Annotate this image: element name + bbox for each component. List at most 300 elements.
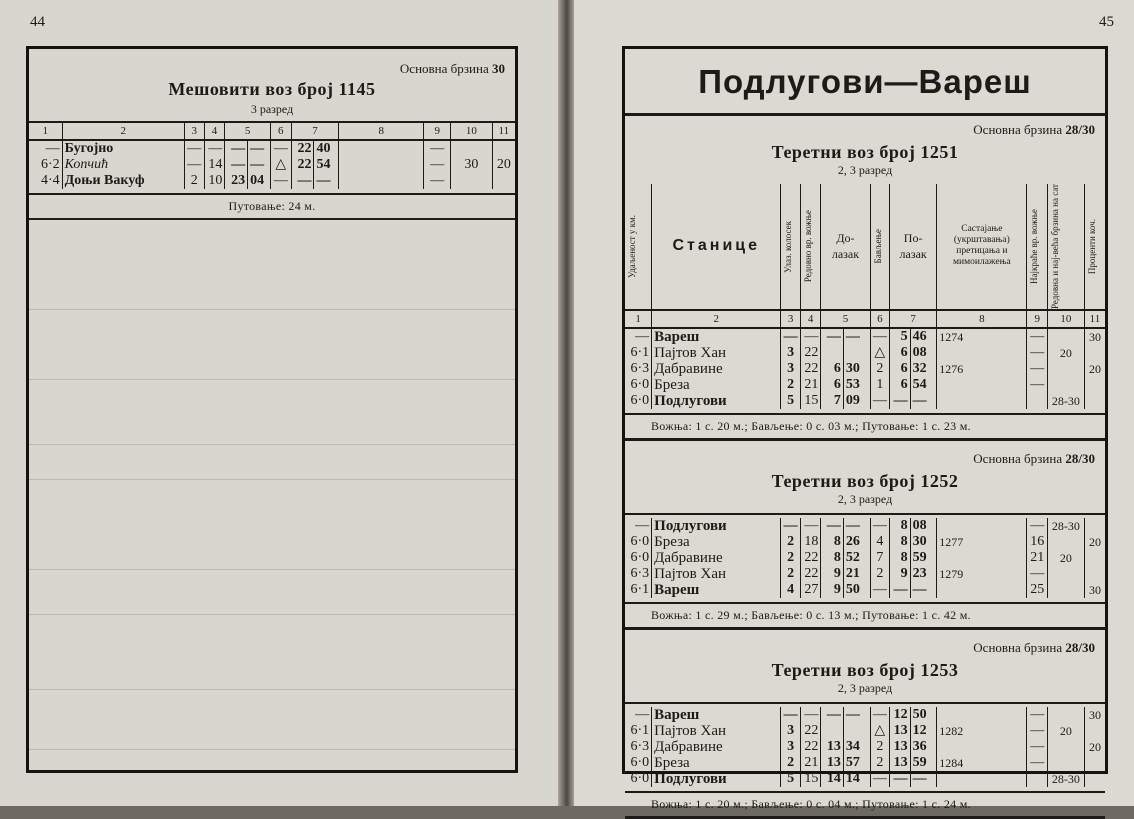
departure-minute: 54 — [314, 157, 339, 173]
header-station-label: Станице — [672, 237, 761, 255]
speed-cell: 30 — [451, 157, 492, 173]
fastest-cell: — — [1027, 739, 1048, 755]
station-name: Дабравине — [652, 739, 781, 755]
table-row — [625, 707, 1105, 723]
dwell-cell: △ — [870, 345, 889, 361]
train-title: Теретни воз број 1251 — [771, 142, 959, 162]
arrival-minute: — — [248, 157, 271, 173]
train-block — [625, 640, 1105, 819]
speed-label: Основна брзина — [399, 61, 489, 76]
column-number-row — [625, 310, 1105, 328]
speed-cell — [1047, 328, 1084, 345]
table-row — [29, 140, 515, 157]
route-title: Подлугови—Вареш — [698, 63, 1032, 100]
distance-cell: — — [635, 706, 650, 722]
fastest-cell: — — [1027, 755, 1048, 771]
track-cell: 5 — [781, 771, 800, 787]
speed-cell: 20 — [1047, 345, 1084, 361]
departure-hour: 22 — [291, 157, 314, 173]
track-cell: — — [184, 140, 204, 157]
dwell-cell: 1 — [870, 377, 889, 393]
fastest-cell: 21 — [1027, 550, 1048, 566]
column-number: 7 — [890, 310, 937, 328]
column-number: 5 — [821, 310, 870, 328]
column-number: 1 — [29, 122, 62, 140]
page-number: 45 — [1099, 14, 1114, 30]
arrival-minute: 04 — [248, 173, 271, 189]
dwell-cell: — — [870, 707, 889, 723]
column-number: 8 — [937, 310, 1027, 328]
distance-cell: 6·3 — [630, 738, 650, 754]
arrival-hour — [821, 723, 844, 739]
fastest-cell: 16 — [1027, 534, 1048, 550]
run-time-cell: 22 — [800, 566, 821, 582]
right-timetable-frame — [622, 46, 1108, 811]
speed-cell: 20 — [1047, 550, 1084, 566]
column-number: 9 — [424, 122, 451, 140]
arrival-minute: 26 — [843, 534, 870, 550]
column-number: 6 — [270, 122, 291, 140]
meetings-cell — [937, 550, 1027, 566]
speed-cell — [1047, 361, 1084, 377]
distance-cell: 6·0 — [630, 549, 650, 565]
column-number: 4 — [204, 122, 225, 140]
header-dwell-label: Бављење — [872, 229, 883, 264]
station-name: Доњи Вакуф — [62, 173, 184, 189]
header-fastest — [1027, 184, 1048, 310]
table-row — [29, 157, 515, 173]
distance-cell: — — [635, 517, 650, 533]
departure-minute: 59 — [910, 755, 937, 771]
speed-cell — [451, 140, 492, 157]
arrival-minute: 34 — [843, 739, 870, 755]
train-title: Мешовити воз број 1145 — [168, 79, 376, 99]
arrival-minute: 50 — [843, 582, 870, 598]
base-speed — [29, 61, 515, 77]
meetings-cell — [339, 140, 424, 157]
meetings-cell: 1284 — [937, 755, 1027, 771]
run-time-cell: 22 — [800, 361, 821, 377]
brake-cell: 30 — [1084, 582, 1105, 598]
brake-cell — [492, 173, 515, 189]
meetings-cell — [937, 771, 1027, 787]
departure-hour: 6 — [890, 361, 911, 377]
fastest-cell: — — [424, 157, 451, 173]
dwell-cell: 2 — [870, 566, 889, 582]
column-number: 10 — [451, 122, 492, 140]
station-name: Вареш — [652, 328, 781, 345]
timetable — [625, 184, 1105, 409]
departure-hour: — — [890, 771, 911, 787]
departure-hour: 8 — [890, 534, 911, 550]
departure-minute: 46 — [910, 328, 937, 345]
meetings-cell — [937, 377, 1027, 393]
departure-minute: — — [910, 393, 937, 409]
table-row — [625, 518, 1105, 534]
meetings-cell: 1282 — [937, 723, 1027, 739]
departure-hour: 5 — [890, 328, 911, 345]
brake-cell — [1084, 550, 1105, 566]
arrival-hour: — — [821, 328, 844, 345]
departure-hour: 8 — [890, 550, 911, 566]
speed-cell — [451, 173, 492, 189]
arrival-hour: — — [225, 140, 248, 157]
dwell-cell: — — [870, 328, 889, 345]
meetings-cell: 1274 — [937, 328, 1027, 345]
fastest-cell: — — [1027, 518, 1048, 534]
meetings-cell: 1276 — [937, 361, 1027, 377]
departure-minute: 32 — [910, 361, 937, 377]
run-time-cell: 15 — [800, 393, 821, 409]
arrival-hour: 6 — [821, 377, 844, 393]
train-class: 2, 3 разред — [837, 491, 893, 506]
header-departure — [890, 184, 937, 310]
departure-minute: 36 — [910, 739, 937, 755]
train-title: Теретни воз број 1253 — [771, 659, 959, 680]
table-row — [625, 361, 1105, 377]
run-time-cell: 22 — [800, 723, 821, 739]
column-number: 1 — [625, 310, 652, 328]
departure-minute: — — [314, 173, 339, 189]
speed-value: 30 — [492, 61, 505, 76]
column-number: 3 — [781, 310, 800, 328]
arrival-hour: — — [821, 707, 844, 723]
departure-minute: 12 — [910, 723, 937, 739]
arrival-hour: 13 — [821, 739, 844, 755]
header-departure-label: По-лазак — [899, 231, 927, 262]
distance-cell: 6·0 — [630, 376, 650, 392]
dwell-cell: — — [870, 518, 889, 534]
column-number: 7 — [291, 122, 339, 140]
book-gutter — [558, 0, 574, 806]
track-cell: 3 — [781, 345, 800, 361]
run-time-cell: 18 — [800, 534, 821, 550]
track-cell: 3 — [781, 723, 800, 739]
brake-cell: 20 — [1084, 739, 1105, 755]
run-time-cell: 21 — [800, 755, 821, 771]
speed-label: Основна брзина — [973, 122, 1063, 137]
fastest-cell: — — [1027, 361, 1048, 377]
meetings-cell — [937, 739, 1027, 755]
column-number: 11 — [492, 122, 515, 140]
brake-cell: 20 — [492, 157, 515, 173]
header-dwell — [870, 184, 889, 310]
distance-cell: 6·0 — [630, 533, 650, 549]
header-arrival-label: До-лазак — [831, 231, 860, 262]
departure-hour: 13 — [890, 723, 911, 739]
right-page — [574, 0, 1134, 811]
distance-cell: 6·1 — [630, 581, 650, 597]
travel-summary: Вожња: 1 с. 20 м.; Бављење: 0 с. 04 м.; Путовање: 1 с. 24 м. — [651, 796, 971, 811]
distance-cell: 6·1 — [630, 344, 650, 360]
table-row — [625, 755, 1105, 771]
header-arrival — [821, 184, 870, 310]
header-meetings-label: Састајање (укрштавања) претицања и мимоилажења — [953, 224, 1011, 268]
header-station — [652, 184, 781, 310]
fastest-cell: 25 — [1027, 582, 1048, 598]
speed-cell: 28-30 — [1047, 518, 1084, 534]
arrival-hour: 6 — [821, 361, 844, 377]
brake-cell — [1084, 345, 1105, 361]
header-speed-label: Редовна и нај-већа брзина на сат — [1049, 184, 1060, 309]
table-row — [625, 582, 1105, 598]
distance-cell: 6·3 — [630, 565, 650, 581]
column-number: 5 — [225, 122, 271, 140]
departure-hour: 22 — [291, 140, 314, 157]
departure-hour: 13 — [890, 739, 911, 755]
departure-hour: 12 — [890, 707, 911, 723]
run-time-cell: 10 — [204, 173, 225, 189]
speed-cell: 28-30 — [1047, 771, 1084, 787]
speed-cell — [1047, 534, 1084, 550]
station-name: Вареш — [652, 707, 781, 723]
station-name: Вареш — [652, 582, 781, 598]
track-cell: 5 — [781, 393, 800, 409]
track-cell: 2 — [781, 566, 800, 582]
column-number: 10 — [1047, 310, 1084, 328]
column-number: 3 — [184, 122, 204, 140]
speed-cell — [1047, 739, 1084, 755]
arrival-hour: 8 — [821, 550, 844, 566]
column-number: 6 — [870, 310, 889, 328]
fastest-cell: — — [1027, 723, 1048, 739]
speed-label: Основна брзина — [973, 450, 1063, 466]
meetings-cell — [339, 157, 424, 173]
distance-cell: — — [635, 328, 650, 344]
table-row — [625, 393, 1105, 409]
arrival-hour: — — [821, 518, 844, 534]
meetings-cell — [937, 707, 1027, 723]
column-number-row — [29, 122, 515, 140]
brake-cell — [492, 140, 515, 157]
arrival-hour: 13 — [821, 755, 844, 771]
departure-minute: 30 — [910, 534, 937, 550]
track-cell: 2 — [781, 755, 800, 771]
departure-minute: 08 — [910, 345, 937, 361]
station-name: Подлугови — [652, 518, 781, 534]
track-cell: 2 — [781, 534, 800, 550]
brake-cell: 20 — [1084, 361, 1105, 377]
table-row — [625, 739, 1105, 755]
speed-cell — [1047, 707, 1084, 723]
fastest-cell — [1027, 393, 1048, 409]
dwell-cell: — — [870, 771, 889, 787]
fastest-cell: — — [424, 140, 451, 157]
departure-minute: 50 — [910, 707, 937, 723]
brake-cell — [1084, 723, 1105, 739]
departure-minute: 54 — [910, 377, 937, 393]
speed-cell — [1047, 582, 1084, 598]
dwell-cell: 7 — [870, 550, 889, 566]
timetable — [625, 702, 1105, 787]
arrival-minute: 52 — [843, 550, 870, 566]
distance-cell: 6·0 — [630, 392, 650, 408]
brake-cell — [1084, 566, 1105, 582]
table-row — [625, 534, 1105, 550]
track-cell: 4 — [781, 582, 800, 598]
table-row — [29, 173, 515, 189]
run-time-cell: — — [800, 707, 821, 723]
speed-cell: 28-30 — [1047, 393, 1084, 409]
train-title: Теретни воз број 1252 — [771, 470, 959, 491]
train-list — [625, 122, 1105, 819]
train-class: 2, 3 разред — [837, 680, 893, 695]
distance-cell: 4·4 — [40, 173, 60, 188]
meetings-cell — [937, 518, 1027, 534]
speed-cell — [1047, 566, 1084, 582]
track-cell: 3 — [781, 739, 800, 755]
run-time-cell: 22 — [800, 739, 821, 755]
arrival-hour: 9 — [821, 582, 844, 598]
speed-label: Основна брзина — [973, 639, 1063, 655]
track-cell: 2 — [781, 377, 800, 393]
dwell-cell: △ — [870, 723, 889, 739]
column-number: 2 — [652, 310, 781, 328]
header-fastest-label: Најкраће вр. вожње — [1029, 208, 1040, 284]
speed-value: 28/30 — [1065, 450, 1095, 466]
train-block — [625, 122, 1105, 441]
table-row — [625, 771, 1105, 787]
arrival-hour: 23 — [225, 173, 248, 189]
station-name: Бреза — [652, 377, 781, 393]
arrival-hour: 7 — [821, 393, 844, 409]
brake-cell — [1084, 755, 1105, 771]
fastest-cell: — — [1027, 707, 1048, 723]
departure-minute: 23 — [910, 566, 937, 582]
track-cell: — — [781, 518, 800, 534]
fastest-cell: — — [1027, 345, 1048, 361]
column-number: 4 — [800, 310, 821, 328]
travel-summary: Путовање: 24 м. — [228, 199, 316, 213]
header-run-time — [800, 184, 821, 310]
departure-hour: 9 — [890, 566, 911, 582]
header-distance — [625, 184, 652, 310]
station-name: Подлугови — [652, 393, 781, 409]
table-row — [625, 345, 1105, 361]
meetings-cell — [339, 173, 424, 189]
brake-cell — [1084, 518, 1105, 534]
base-speed — [625, 640, 1105, 656]
dwell-cell: 2 — [870, 361, 889, 377]
run-time-cell: — — [800, 328, 821, 345]
arrival-minute: 30 — [843, 361, 870, 377]
header-track-label: Улаз. колосек — [783, 220, 794, 273]
run-time-cell: 21 — [800, 377, 821, 393]
arrival-minute: — — [248, 140, 271, 157]
departure-hour: 13 — [890, 755, 911, 771]
run-time-cell: 22 — [800, 345, 821, 361]
arrival-hour: 8 — [821, 534, 844, 550]
table-row — [625, 550, 1105, 566]
dwell-cell: — — [870, 393, 889, 409]
header-brake — [1084, 184, 1105, 310]
train-class: 2, 3 разред — [837, 163, 893, 177]
travel-summary: Вожња: 1 с. 20 м.; Бављење: 0 с. 03 м.; Путовање: 1 с. 23 м. — [651, 418, 971, 433]
departure-hour: 8 — [890, 518, 911, 534]
distance-cell: — — [45, 141, 60, 156]
fastest-cell: — — [1027, 566, 1048, 582]
arrival-minute: 09 — [843, 393, 870, 409]
left-page — [0, 0, 558, 806]
departure-hour: — — [291, 173, 314, 189]
distance-cell: 6·0 — [630, 754, 650, 770]
meetings-cell — [937, 345, 1027, 361]
track-cell: 2 — [781, 550, 800, 566]
station-name: Пајтов Хан — [652, 723, 781, 739]
header-meetings — [937, 184, 1027, 310]
divider — [625, 438, 1105, 441]
brake-cell: 30 — [1084, 328, 1105, 345]
arrival-hour: 9 — [821, 566, 844, 582]
arrival-minute: — — [843, 328, 870, 345]
dwell-cell: — — [270, 173, 291, 189]
header-track — [781, 184, 800, 310]
arrival-minute: 57 — [843, 755, 870, 771]
departure-hour: — — [890, 582, 911, 598]
arrival-minute: 21 — [843, 566, 870, 582]
brake-cell — [1084, 771, 1105, 787]
departure-minute: 59 — [910, 550, 937, 566]
dwell-cell: 2 — [870, 755, 889, 771]
station-name: Бугојно — [62, 140, 184, 157]
column-number: 8 — [339, 122, 424, 140]
arrival-minute — [843, 723, 870, 739]
arrival-hour: — — [225, 157, 248, 173]
station-name: Пајтов Хан — [652, 345, 781, 361]
station-name: Копчић — [62, 157, 184, 173]
run-time-cell: 14 — [204, 157, 225, 173]
train-class: 3 разред — [250, 102, 294, 116]
speed-cell: 20 — [1047, 723, 1084, 739]
base-speed — [625, 451, 1105, 467]
departure-hour: 6 — [890, 345, 911, 361]
arrival-hour: 14 — [821, 771, 844, 787]
timetable — [625, 513, 1105, 598]
base-speed — [625, 122, 1105, 138]
run-time-cell: 27 — [800, 582, 821, 598]
track-cell: 3 — [781, 361, 800, 377]
timetable — [29, 121, 515, 189]
meetings-cell — [937, 393, 1027, 409]
column-number: 9 — [1027, 310, 1048, 328]
brake-cell: 30 — [1084, 707, 1105, 723]
column-number: 11 — [1084, 310, 1105, 328]
brake-cell — [1084, 377, 1105, 393]
meetings-cell — [937, 582, 1027, 598]
departure-minute: — — [910, 771, 937, 787]
page-number: 44 — [30, 14, 45, 30]
brake-cell: 20 — [1084, 534, 1105, 550]
track-cell: — — [184, 157, 204, 173]
arrival-minute: — — [843, 707, 870, 723]
departure-minute: 08 — [910, 518, 937, 534]
divider — [625, 627, 1105, 630]
column-number: 2 — [62, 122, 184, 140]
fastest-cell — [1027, 771, 1048, 787]
station-name: Бреза — [652, 534, 781, 550]
dwell-cell: △ — [270, 157, 291, 173]
header-run-time-label: Редовно вр. вожње — [802, 210, 813, 283]
fastest-cell: — — [1027, 328, 1048, 345]
arrival-minute — [843, 345, 870, 361]
track-cell: — — [781, 707, 800, 723]
speed-value: 28/30 — [1065, 639, 1095, 655]
dwell-cell: 2 — [870, 739, 889, 755]
run-time-cell: — — [204, 140, 225, 157]
run-time-cell: 15 — [800, 771, 821, 787]
table-row — [625, 566, 1105, 582]
departure-hour: — — [890, 393, 911, 409]
